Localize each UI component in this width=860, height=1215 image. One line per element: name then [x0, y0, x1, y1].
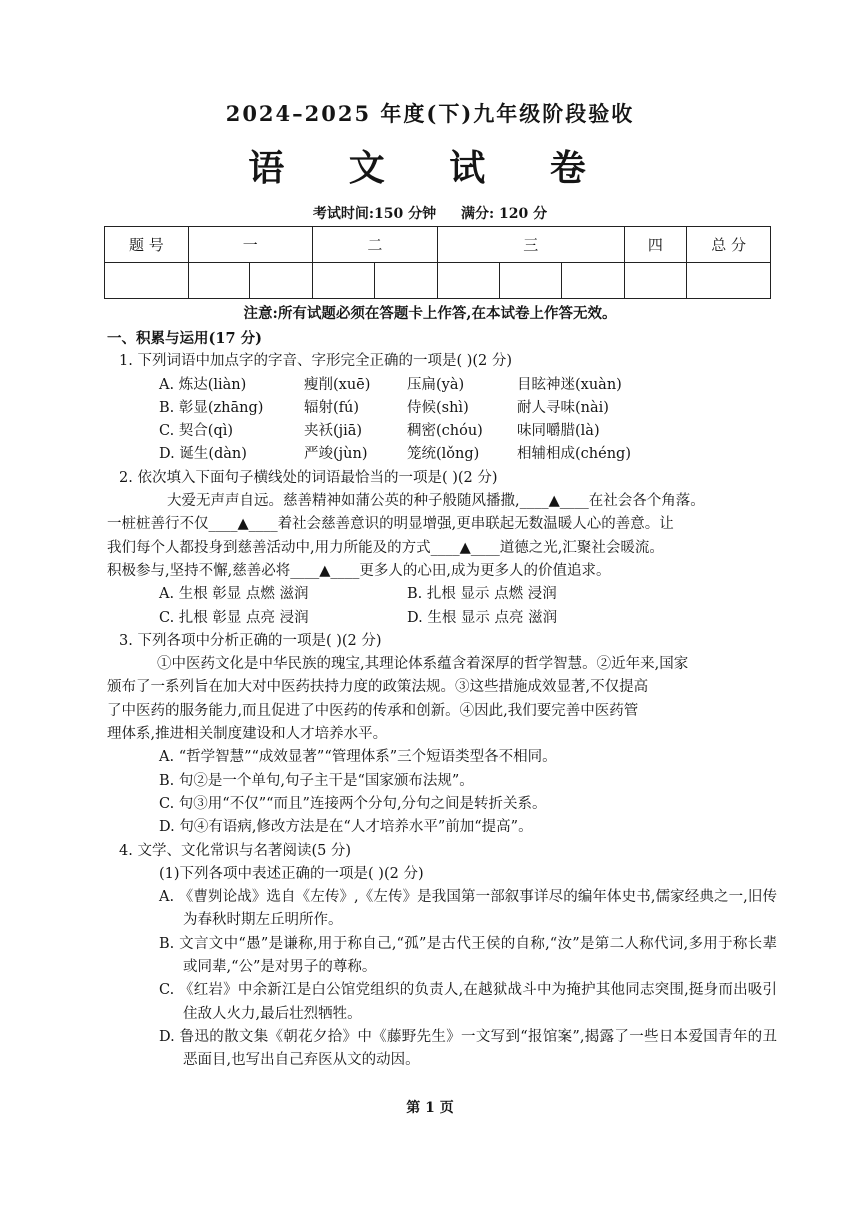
question-3-passage-line: 颁布了一系列旨在加大对中医药扶持力度的政策法规。③这些措施成效显著,不仅提高 — [107, 679, 649, 696]
question-2-passage-line: 一桩桩善行不仅____▲____着社会慈善意识的明显增强,更串联起无数温暖人心的善意。让 — [107, 516, 674, 533]
score-blank-cell — [375, 263, 438, 299]
question-4-sub1-stem: (1)下列各项中表述正确的一项是( )(2 分) — [159, 865, 424, 882]
option-text: A. 生根 彰显 点燃 滋润 — [159, 586, 309, 603]
score-blank-cell — [188, 263, 250, 299]
question-4-option-c: C. 《红岩》中余新江是白公馆党组织的负责人,在越狱战斗中为掩护其他同志突围,挺身而出吸引住敌人火力,最后壮烈牺牲。 — [159, 982, 777, 1022]
score-blank-cell — [687, 263, 771, 299]
question-1-option-c — [107, 420, 777, 443]
score-blank-cell — [437, 263, 499, 299]
score-cell-total: 总 分 — [687, 227, 771, 263]
question-3-option-d: D. 句④有语病,修改方法是在“人才培养水平”前加“提高”。 — [159, 819, 533, 836]
score-blank-cell — [562, 263, 624, 299]
question-2-passage-line: 我们每个人都投身到慈善活动中,用力所能及的方式____▲____道德之光,汇聚社会暖流。 — [107, 539, 664, 556]
score-blank-cell — [105, 263, 189, 299]
question-3-option-a: A. “哲学智慧”“成效显著”“管理体系”三个短语类型各不相同。 — [159, 749, 557, 766]
section-title: 一、积累与运用(17 分) — [107, 330, 262, 347]
option-word: 压扁(yà) — [407, 376, 465, 393]
option-word: B. 彰显(zhāng) — [159, 399, 264, 416]
question-3-stem: 3. 下列各项中分析正确的一项是( )(2 分) — [119, 632, 382, 649]
question-3-passage-line: ①中医药文化是中华民族的瑰宝,其理论体系蕴含着深厚的哲学智慧。②近年来,国家 — [157, 656, 689, 673]
score-blank-cell — [624, 263, 687, 299]
option-word: 稠密(chóu) — [407, 423, 483, 440]
question-1-stem: 1. 下列词语中加点字的字音、字形完全正确的一项是( )(2 分) — [119, 353, 513, 370]
score-blank-cell — [500, 263, 562, 299]
score-blank-cell — [250, 263, 313, 299]
subject-title: 语 文 试 卷 — [248, 147, 612, 189]
option-word: C. 契合(qì) — [159, 423, 234, 440]
exam-meta — [0, 203, 860, 223]
score-table — [104, 226, 771, 299]
option-word: 夹袄(jiā) — [304, 423, 363, 440]
question-1-option-d — [107, 443, 777, 466]
option-text: C. 扎根 彰显 点亮 浸润 — [159, 609, 309, 626]
question-1-option-a — [107, 374, 777, 397]
option-word: 味同嚼腊(là) — [517, 423, 600, 440]
option-word: 侍候(shì) — [407, 399, 469, 416]
score-blank-cell — [312, 263, 375, 299]
option-word: 严竣(jùn) — [304, 446, 368, 463]
option-word: 辐射(fú) — [304, 399, 360, 416]
exam-title: 2024–2025 年度(下)九年级阶段验收 — [225, 101, 635, 126]
page-number: 第 1 页 — [406, 1100, 454, 1116]
score-cell-label: 题 号 — [105, 227, 189, 263]
score-cell-part3: 三 — [437, 227, 624, 263]
question-2-passage-line: 大爱无声声自远。慈善精神如蒲公英的种子般随风播撒,____▲____在社会各个角落。 — [167, 493, 705, 510]
option-word: 耐人寻味(nài) — [517, 399, 609, 416]
option-word: 目眩神迷(xuàn) — [517, 376, 622, 393]
option-word: D. 诞生(dàn) — [159, 446, 247, 463]
option-word: 相辅相成(chéng) — [517, 446, 631, 463]
exam-time: 考试时间:150 分钟 — [312, 206, 437, 222]
full-score: 满分: 120 分 — [461, 206, 548, 222]
question-3-passage-line: 了中医药的服务能力,而且促进了中医药的传承和创新。④因此,我们要完善中医药管 — [107, 702, 639, 719]
question-3-passage-line: 理体系,推进相关制度建设和人才培养水平。 — [107, 726, 388, 743]
question-3-option-b: B. 句②是一个单句,句子主干是“国家颁布法规”。 — [159, 772, 474, 789]
score-table-blank-row — [105, 263, 771, 299]
score-table-header-row — [105, 227, 771, 263]
question-2-passage-line: 积极参与,坚持不懈,慈善必将____▲____更多人的心田,成为更多人的价值追求。 — [107, 562, 611, 579]
question-4-option-d: D. 鲁迅的散文集《朝花夕拾》中《藤野先生》一文写到“报馆案”,揭露了一些日本爱国青年的丑恶面目,也写出自己弃医从文的动因。 — [159, 1028, 777, 1069]
option-text: B. 扎根 显示 点燃 浸润 — [407, 586, 557, 603]
option-word: 瘦削(xuē) — [304, 376, 371, 393]
question-1-option-b — [107, 397, 777, 420]
option-text: D. 生根 显示 点亮 滋润 — [407, 609, 558, 626]
question-4-option-b: B. 文言文中“愚”是谦称,用于称自己,“孤”是古代王侯的自称,“汝”是第二人称代词,多用于称长辈或同辈,“公”是对男子的尊称。 — [159, 935, 777, 976]
question-3-option-c: C. 句③用“不仅”“而且”连接两个分句,分句之间是转折关系。 — [159, 795, 547, 812]
option-word: 笼统(lǒng) — [407, 446, 480, 463]
question-2-options-cd — [107, 607, 777, 630]
score-cell-part2: 二 — [312, 227, 437, 263]
exam-content — [107, 327, 777, 1073]
score-cell-part4: 四 — [624, 227, 687, 263]
question-2-options-ab — [107, 583, 777, 606]
question-2-stem: 2. 依次填入下面句子横线处的词语最恰当的一项是( )(2 分) — [119, 469, 498, 486]
question-4-option-a: A. 《曹刿论战》选自《左传》,《左传》是我国第一部叙事详尽的编年体史书,儒家经典之一,旧传为春秋时期左丘明所作。 — [159, 889, 777, 929]
question-4-stem: 4. 文学、文化常识与名著阅读(5 分) — [119, 842, 352, 859]
exam-notice: 注意:所有试题必须在答题卡上作答,在本试卷上作答无效。 — [243, 305, 617, 322]
option-word: A. 炼达(liàn) — [159, 376, 247, 393]
score-cell-part1: 一 — [188, 227, 312, 263]
